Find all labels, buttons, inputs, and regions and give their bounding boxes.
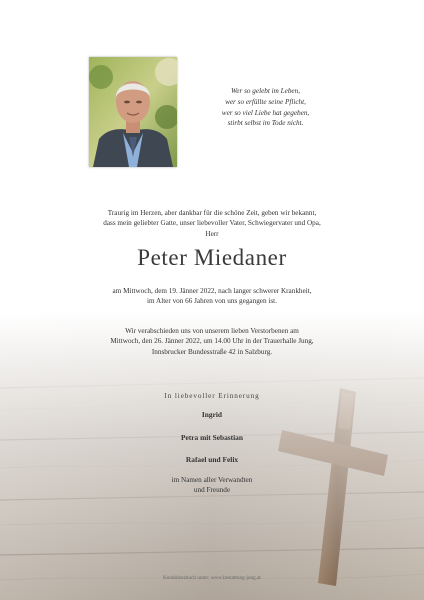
quote-line: Wer so gelebt im Leben, bbox=[230, 87, 300, 95]
mourner-name: Ingrid bbox=[201, 410, 223, 419]
closing-line: und Freunde bbox=[193, 486, 231, 495]
intro-line: dass mein geliebter Gatte, unser liebevoller Vater, Schwiegervater und Opa, bbox=[103, 219, 321, 228]
memory-heading: In liebevoller Erinnerung bbox=[164, 392, 260, 400]
closing-note bbox=[0, 475, 424, 496]
quote-line: wer so erfüllte seine Pflicht, bbox=[225, 97, 306, 106]
condolence-link[interactable]: Kondolenzbuch unter: www.bestattung-jung.at bbox=[163, 576, 261, 581]
intro-line: Herr bbox=[205, 229, 219, 238]
mourner-name: Rafael und Felix bbox=[185, 455, 239, 464]
announcement-intro bbox=[80, 208, 344, 239]
death-line: im Alter von 66 Jahren von uns gegangen ist. bbox=[147, 297, 277, 306]
funeral-details bbox=[80, 326, 344, 357]
intro-line: Traurig im Herzen, aber dankbar für die schöne Zeit, geben wir bekannt, bbox=[107, 209, 317, 217]
funeral-line: Wir verabschieden uns von unserem lieben Verstorbenen am bbox=[125, 327, 299, 335]
death-line: am Mittwoch, dem 19. Jänner 2022, nach langer schwerer Krankheit, bbox=[112, 287, 312, 295]
portrait-photo bbox=[89, 57, 177, 167]
memorial-quote bbox=[198, 86, 333, 129]
mourner-name: Petra mit Sebastian bbox=[181, 433, 243, 442]
deceased-name: Peter Miedaner bbox=[137, 245, 287, 270]
funeral-line: Mittwoch, den 26. Jänner 2022, um 14.00 Uhr in der Trauerhalle Jung, bbox=[110, 337, 314, 346]
quote-line: wer so viel Liebe hat gegeben, bbox=[221, 108, 310, 117]
funeral-line: Innsbrucker Bundesstraße 42 in Salzburg. bbox=[151, 347, 273, 356]
quote-line: stirbt selbst im Tode nicht. bbox=[227, 119, 304, 128]
death-notice bbox=[80, 286, 344, 307]
closing-line: im Namen aller Verwandten bbox=[171, 476, 253, 484]
